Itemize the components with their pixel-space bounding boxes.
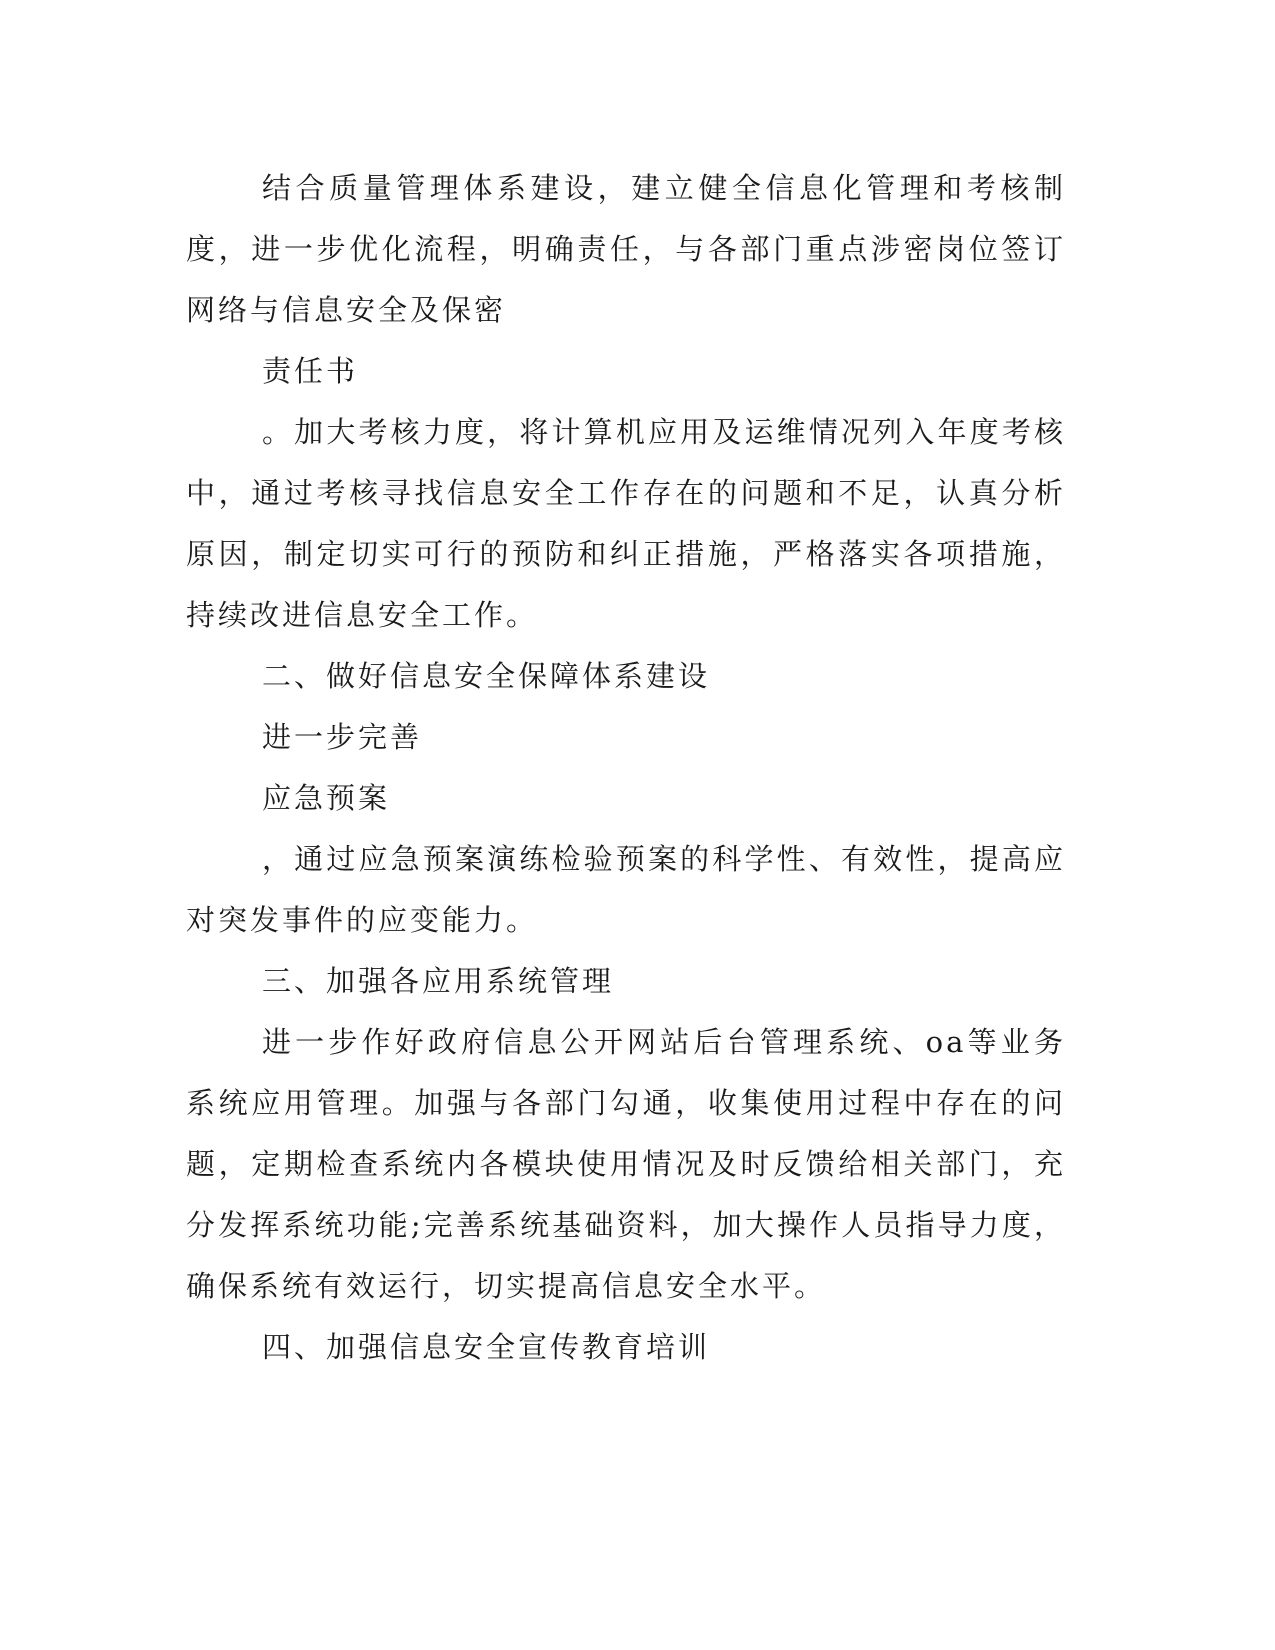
paragraph-further-improve: 进一步完善 (262, 720, 423, 754)
paragraph-emergency-drill: ，通过应急预案演练检验预案的科学性、有效性，提高应对突发事件的应变能力。 (186, 842, 1066, 937)
paragraph-assessment: 。加大考核力度，将计算机应用及运维情况列入年度考核中，通过考核寻找信息安全工作存在的问题和不足，认真分析原因，制定切实可行的预防和纠正措施，严格落实各项措施，持续改进信息安全工作。 (186, 415, 1066, 632)
section-heading-3: 三、加强各应用系统管理 (262, 964, 615, 998)
section-heading-2: 二、做好信息安全保障体系建设 (262, 659, 711, 693)
section-heading-4: 四、加强信息安全宣传教育培训 (262, 1330, 711, 1364)
paragraph-responsibility-letter: 责任书 (262, 354, 359, 388)
document-body (186, 158, 1066, 1378)
paragraph-emergency-plan: 应急预案 (262, 781, 391, 815)
paragraph-quality-system: 结合质量管理体系建设，建立健全信息化管理和考核制度，进一步优化流程，明确责任，与各部门重点涉密岗位签订网络与信息安全及保密 (186, 171, 1066, 327)
paragraph-application-systems: 进一步作好政府信息公开网站后台管理系统、oa等业务系统应用管理。加强与各部门勾通，收集使用过程中存在的问题，定期检查系统内各模块使用情况及时反馈给相关部门，充分发挥系统功能;完善系统基础资料，加大操作人员指导力度，确保系统有效运行，切实提高信息安全水平。 (186, 1025, 1066, 1303)
